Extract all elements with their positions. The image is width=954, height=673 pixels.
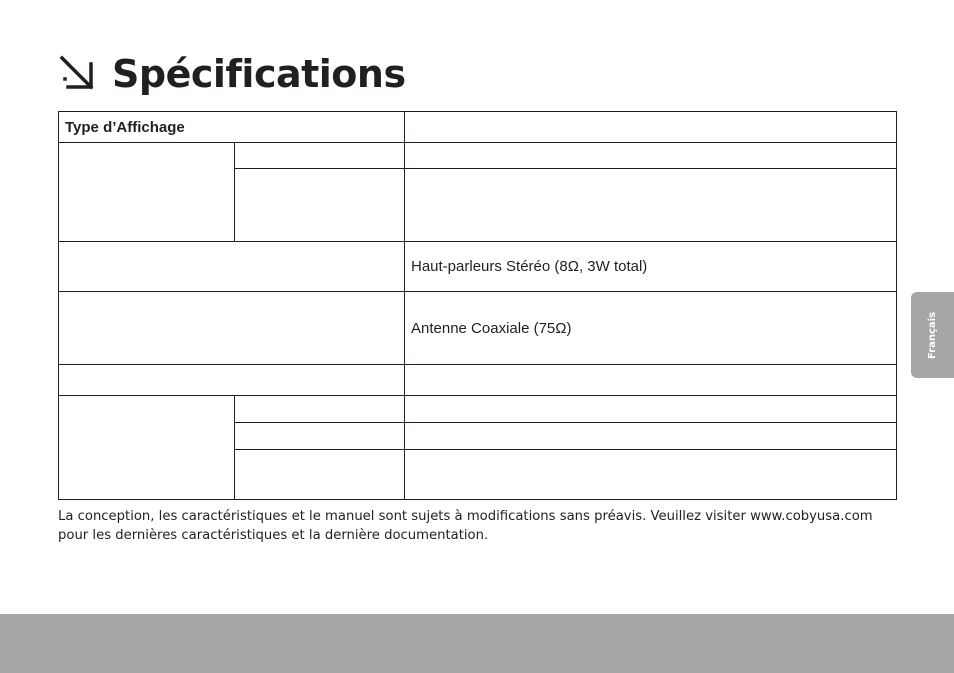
spec-value-speakers: Haut-parleurs Stéréo (8Ω, 3W total) — [405, 242, 897, 292]
spec-sublabel — [235, 396, 405, 423]
language-tab-label: Français — [927, 311, 939, 359]
spec-sublabel — [235, 143, 405, 169]
table-row — [59, 396, 897, 423]
spec-subvalue — [405, 169, 897, 242]
spec-label-antenna — [59, 292, 405, 365]
page-title: Spécifications — [112, 52, 406, 96]
spec-sublabel — [235, 423, 405, 450]
table-row — [59, 242, 897, 292]
spec-subvalue — [405, 450, 897, 500]
language-tab — [911, 292, 954, 378]
page-header — [58, 50, 406, 98]
table-row — [59, 365, 897, 396]
spec-subvalue — [405, 143, 897, 169]
spec-label-group-2 — [59, 396, 235, 500]
spec-sublabel — [235, 450, 405, 500]
spec-sublabel — [235, 169, 405, 242]
spec-value-display-type — [405, 112, 897, 143]
footnote-text: La conception, les caractéristiques et le manuel sont sujets à modifications sans préavis. Veuillez visiter www.cobyusa.com pour les dernières caractéristiques et la dernière documentation. — [58, 509, 873, 543]
spec-label-display-type: Type d’Affichage — [59, 112, 405, 143]
footer-bar — [0, 614, 954, 673]
table-row — [59, 143, 897, 169]
spec-label-audio — [59, 242, 405, 292]
specifications-table — [58, 111, 897, 500]
spec-label-group-1 — [59, 143, 235, 242]
down-right-arrow-icon — [58, 54, 98, 94]
spec-value-antenna: Antenne Coaxiale (75Ω) — [405, 292, 897, 365]
spec-subvalue — [405, 396, 897, 423]
spec-value — [405, 365, 897, 396]
spec-subvalue — [405, 423, 897, 450]
spec-label — [59, 365, 405, 396]
table-row — [59, 292, 897, 365]
table-row — [59, 112, 897, 143]
